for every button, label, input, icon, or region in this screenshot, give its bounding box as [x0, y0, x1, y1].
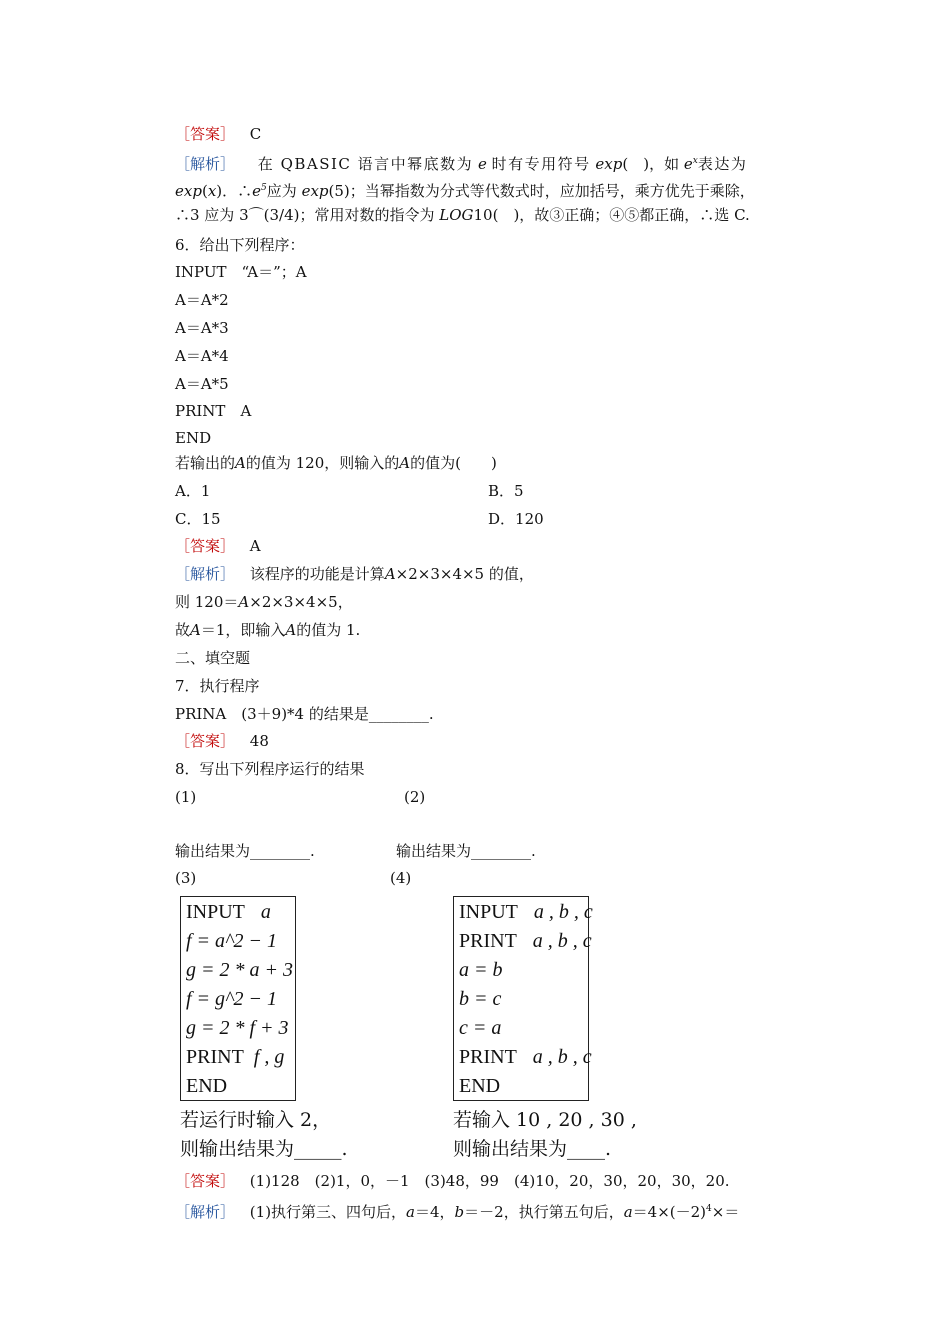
math-var: e: [683, 155, 693, 173]
text: 故: [175, 621, 191, 639]
math-var: A: [285, 621, 297, 639]
args: a , b , c: [532, 930, 592, 952]
part-label-4: (4): [390, 869, 412, 887]
question-8-title: 8．写出下列程序运行的结果: [175, 760, 365, 778]
part-label-1: (1): [175, 788, 197, 806]
math-var: A: [235, 454, 246, 472]
caption-3-line1: 若运行时输入 2，: [180, 1109, 332, 1131]
answer-value: A: [249, 537, 261, 555]
code-line: END: [175, 429, 212, 447]
code-line: PRINT A: [175, 402, 252, 420]
math-func: exp: [595, 155, 623, 173]
superscript: x: [692, 156, 698, 166]
program-line: [459, 929, 592, 953]
text: ＝－2，执行第五句后，: [464, 1203, 624, 1221]
program-line: [459, 1045, 592, 1069]
part-label-2: (2): [404, 788, 426, 806]
code-line: A＝A*5: [175, 375, 229, 393]
answer-value: (1)128 (2)1，0，－1 (3)48，99 (4)10，20，30，20，30，20.: [249, 1172, 730, 1190]
program-line: g = 2 * a + 3: [186, 959, 293, 981]
math-func: exp: [175, 182, 202, 200]
text: ×2×3×4×5，: [249, 593, 353, 611]
text: 则 120＝: [175, 593, 239, 611]
answer-5: [175, 124, 261, 144]
program-line: [186, 900, 271, 924]
question-6-title: 6．给出下列程序：: [175, 236, 305, 254]
option-b: B．5: [488, 482, 524, 500]
option-a: A．1: [175, 482, 211, 500]
code-line: A＝A*3: [175, 319, 229, 337]
answer-tag: ［答案］: [175, 732, 236, 750]
text: ＝4，: [415, 1203, 455, 1221]
explanation-5-line1: [175, 151, 747, 174]
math-var: A: [238, 593, 250, 611]
explanation-8-line1: [175, 1199, 739, 1222]
answer-tag: ［答案］: [175, 1172, 236, 1190]
text: ∴3 应为 3⌒(3/4)；常用对数的指令为: [175, 206, 435, 224]
answer-value: C: [249, 125, 262, 143]
answer-tag: ［答案］: [175, 537, 236, 555]
program-line: [459, 900, 593, 924]
program-line: b = c: [459, 988, 502, 1010]
output-blank-2: 输出结果为________.: [396, 842, 536, 860]
explanation-6-line1: [175, 564, 534, 584]
keyword: INPUT: [186, 901, 245, 923]
text: 时有专用符号: [491, 155, 591, 173]
text: 的值为 120，则输入的: [245, 454, 400, 472]
text: (1)执行第三、四句后，: [249, 1203, 407, 1221]
explanation-5-line3: [175, 205, 750, 225]
program-line: END: [186, 1075, 228, 1097]
code-line: A＝A*2: [175, 291, 229, 309]
program-box-4: [453, 896, 593, 1101]
superscript: 4: [706, 1204, 712, 1214]
program-line: END: [459, 1075, 501, 1097]
explanation-6-line2: [175, 592, 353, 612]
superscript: 5: [261, 183, 267, 193]
code-line: A＝A*4: [175, 347, 229, 365]
explanation-5-line2: [175, 178, 755, 201]
question-7-title: 7．执行程序: [175, 677, 260, 695]
program-line: f = g^2 − 1: [186, 988, 277, 1010]
text: (: [201, 182, 208, 200]
keyword: INPUT: [459, 901, 518, 923]
text: (5)；当幂指数为分式等代数式时，应加括号，乘方优先于乘除，: [328, 182, 755, 200]
text: 的值为 1.: [296, 621, 361, 639]
caption-4-line1: 若输入 10 , 20 , 30 ,: [453, 1109, 637, 1131]
text: ×＝: [711, 1203, 740, 1221]
explanation-tag: ［解析］: [175, 565, 236, 583]
program-box-3: [180, 896, 296, 1101]
part-label-3: (3): [175, 869, 197, 887]
program-line: f = a^2 − 1: [186, 930, 277, 952]
program-line: g = 2 * f + 3: [186, 1017, 289, 1039]
text: 在 QBASIC 语言中幂底数为: [257, 155, 474, 173]
math-var: A: [384, 565, 396, 583]
math-var: A: [190, 621, 201, 639]
explanation-6-line3: [175, 620, 360, 640]
args: f , g: [253, 1046, 285, 1068]
program-line: c = a: [459, 1017, 502, 1039]
answer-8: [175, 1171, 730, 1191]
answer-6: [175, 536, 261, 556]
question-6-stem: [175, 453, 497, 473]
question-7-stem: PRINA (3＋9)*4 的结果是________.: [175, 705, 434, 723]
program-line: [186, 1045, 284, 1069]
output-blank-1: 输出结果为________.: [175, 842, 315, 860]
text: 该程序的功能是计算: [249, 565, 385, 583]
math-var: e: [252, 182, 262, 200]
answer-tag: ［答案］: [175, 125, 236, 143]
section-heading: 二、填空题: [175, 649, 251, 667]
args: a: [260, 901, 271, 923]
explanation-tag: ［解析］: [175, 155, 236, 173]
caption-4-line2: 则输出结果为____.: [453, 1138, 612, 1160]
option-d: D．120: [488, 510, 544, 528]
text: 的值为( ): [410, 454, 497, 472]
text: 10( )，故③正确；④⑤都正确，∴选 C.: [473, 206, 750, 224]
math-var: b: [454, 1203, 465, 1221]
math-var: x: [207, 182, 217, 200]
text: 表达为: [697, 155, 748, 173]
text: ＝4×(－2): [632, 1203, 707, 1221]
math-var: e: [477, 155, 487, 173]
keyword: PRINT: [459, 1046, 517, 1068]
args: a , b , c: [533, 901, 593, 923]
math-var: a: [623, 1203, 633, 1221]
args: a , b , c: [532, 1046, 592, 1068]
text: 应为: [266, 182, 297, 200]
math-func: exp: [301, 182, 329, 200]
answer-7: [175, 731, 269, 751]
answer-value: 48: [249, 732, 269, 750]
code-line: INPUT “A＝”；A: [175, 263, 307, 281]
text: 若输出的: [175, 454, 236, 472]
keyword: PRINT: [186, 1046, 244, 1068]
text: )．∴: [216, 182, 253, 200]
program-line: a = b: [459, 959, 503, 981]
text: ×2×3×4×5 的值，: [395, 565, 534, 583]
option-c: C．15: [175, 510, 221, 528]
text: ＝1，即输入: [200, 621, 286, 639]
math-var: A: [399, 454, 411, 472]
keyword: PRINT: [459, 930, 517, 952]
math-var: a: [406, 1203, 415, 1221]
caption-3-line2: 则输出结果为_____.: [180, 1138, 348, 1160]
explanation-tag: ［解析］: [175, 1203, 236, 1221]
text: ( )，如: [622, 155, 680, 173]
math-func: LOG: [439, 206, 474, 224]
